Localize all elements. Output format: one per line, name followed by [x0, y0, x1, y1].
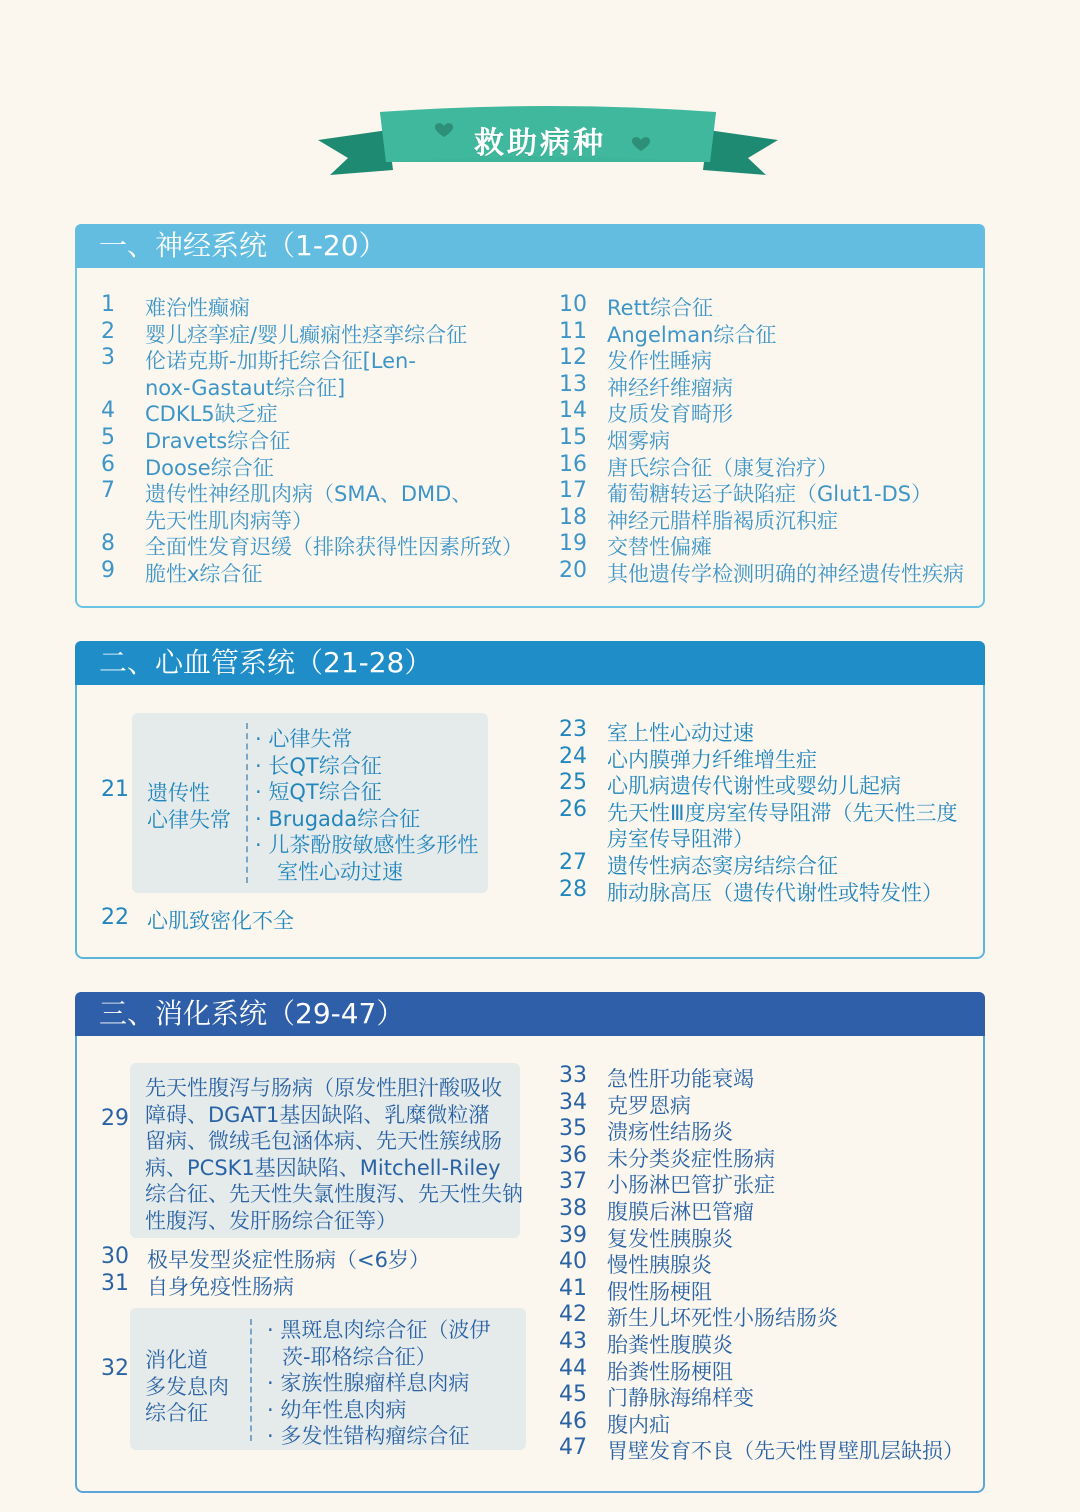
item-number: 17	[559, 478, 587, 504]
item-number: 18	[559, 504, 587, 530]
item-number: 10	[559, 292, 587, 317]
item-number: 1	[101, 292, 115, 317]
item-text: 房室传导阻滞）	[607, 827, 754, 852]
item-number: 33	[559, 1063, 587, 1088]
item-number: 23	[559, 717, 587, 742]
item-text: 胃壁发育不良（先天性胃壁肌层缺损）	[607, 1439, 964, 1464]
item-number: 21	[101, 777, 129, 802]
item-number: 6	[101, 451, 115, 477]
section-digest	[75, 992, 985, 1493]
item-text: 腹内疝	[607, 1412, 670, 1437]
item-text: nox-Gastaut综合征]	[145, 375, 346, 400]
item-number: 31	[101, 1271, 129, 1296]
item-text: Angelman综合征	[607, 322, 777, 347]
item-number: 39	[559, 1222, 587, 1248]
item-number: 43	[559, 1329, 587, 1354]
item-number: 36	[559, 1142, 587, 1168]
group-item: · 心律失常	[255, 727, 353, 751]
section-title: 一、神经系统（1-20）	[75, 224, 985, 268]
item-text: 复发性胰腺炎	[607, 1226, 733, 1251]
item-text: 唐氏综合征（康复治疗）	[607, 455, 838, 480]
item-number: 46	[559, 1408, 587, 1434]
item-text: 心肌病遗传代谢性或婴幼儿起病	[607, 774, 901, 799]
item-number: 22	[101, 905, 129, 930]
item-number: 24	[559, 743, 587, 769]
item-text: 小肠淋巴管扩张症	[607, 1173, 775, 1198]
item-text: 交替性偏瘫	[607, 535, 712, 560]
group-item: · 黑斑息肉综合征（波伊	[267, 1318, 491, 1342]
item-number: 15	[559, 425, 587, 450]
item-text: 肺动脉高压（遗传代谢性或特发性）	[607, 880, 943, 905]
item-number: 27	[559, 850, 587, 875]
group-item: · 幼年性息肉病	[267, 1397, 407, 1422]
item-text: Doose综合征	[145, 455, 274, 480]
item-text: 遗传性病态窦房结综合征	[607, 854, 838, 878]
item-text: 皮质发育畸形	[607, 402, 733, 427]
group-item: · 短QT综合征	[255, 780, 382, 805]
item-number: 19	[559, 531, 587, 557]
group-item: · Brugada综合征	[255, 806, 421, 831]
item-text: 急性肝功能衰竭	[607, 1067, 754, 1091]
divider	[246, 723, 248, 883]
item-text: 难治性癫痫	[145, 296, 250, 320]
section-title: 三、消化系统（29-47）	[75, 992, 985, 1036]
item-number: 12	[559, 345, 587, 371]
item-text: 其他遗传学检测明确的神经遗传性疾病	[607, 562, 964, 586]
item-text: 腹膜后淋巴管瘤	[607, 1200, 754, 1224]
item-number: 47	[559, 1435, 587, 1461]
item-number: 9	[101, 558, 115, 583]
group-label: 心律失常	[147, 808, 231, 832]
item-text: 胎粪性腹膜炎	[607, 1333, 733, 1357]
item-number: 42	[559, 1302, 587, 1328]
item-text: 障碍、DGAT1基因缺陷、乳糜微粒潴	[145, 1102, 490, 1127]
item-text: 先天性肌肉病等）	[145, 508, 313, 533]
item-number: 41	[559, 1275, 587, 1301]
item-number: 35	[559, 1116, 587, 1142]
group-item: 室性心动过速	[277, 860, 403, 884]
item-text: 烟雾病	[607, 429, 670, 453]
item-text: 留病、微绒毛包涵体病、先天性簇绒肠	[145, 1129, 502, 1154]
section-neuro	[75, 224, 985, 608]
item-number: 11	[559, 318, 587, 344]
item-number: 8	[101, 531, 115, 557]
item-number: 5	[101, 425, 115, 450]
item-text: 溃疡性结肠炎	[607, 1120, 733, 1145]
item-text: 自身免疫性肠病	[147, 1275, 294, 1299]
item-text: CDKL5缺乏症	[145, 402, 278, 427]
item-text: 门静脉海绵样变	[607, 1386, 754, 1411]
group-item: · 长QT综合征	[255, 753, 382, 778]
item-text: 未分类炎症性肠病	[607, 1146, 775, 1171]
item-number: 2	[101, 318, 115, 344]
group-label: 综合征	[145, 1401, 208, 1426]
item-text: 遗传性神经肌肉病（SMA、DMD、	[145, 482, 473, 507]
group-item: · 多发性错构瘤综合征	[267, 1424, 470, 1449]
item-number: 32	[101, 1356, 129, 1381]
item-text: 胎粪性肠梗阻	[607, 1359, 733, 1384]
item-text: 心内膜弹力纤维增生症	[607, 747, 817, 772]
item-text: 神经元腊样脂褐质沉积症	[607, 508, 838, 533]
group-item: 茨-耶格综合征）	[282, 1344, 437, 1369]
section-cardio	[75, 641, 985, 959]
item-text: Dravets综合征	[145, 429, 291, 453]
item-number: 26	[559, 796, 587, 822]
item-text: 克罗恩病	[607, 1093, 691, 1118]
item-text: 先天性Ⅲ度房室传导阻滞（先天性三度	[607, 800, 958, 825]
item-number: 34	[559, 1089, 587, 1115]
item-text: 极早发型炎症性肠病（<6岁）	[147, 1248, 430, 1272]
item-text: 脆性x综合征	[145, 562, 263, 586]
item-number: 45	[559, 1382, 587, 1408]
item-text: 婴儿痉挛症/婴儿癫痫性痉挛综合征	[145, 322, 468, 347]
group-label: 遗传性	[147, 781, 210, 805]
divider	[250, 1319, 252, 1441]
item-text: 全面性发育迟缓（排除获得性因素所致）	[145, 535, 523, 560]
item-text: 新生儿坏死性小肠结肠炎	[607, 1306, 838, 1331]
group-item: · 儿茶酚胺敏感性多形性	[255, 833, 479, 858]
item-text: 伦诺克斯-加斯托综合征[Len-	[145, 349, 416, 374]
group-label: 消化道	[145, 1348, 208, 1372]
item-text: Rett综合征	[607, 296, 714, 320]
item-text: 心肌致密化不全	[147, 909, 294, 933]
item-number: 20	[559, 558, 587, 583]
item-text: 性腹泻、发肝肠综合征等）	[145, 1209, 397, 1233]
item-number: 14	[559, 398, 587, 424]
item-number: 30	[101, 1244, 129, 1269]
item-text: 室上性心动过速	[607, 721, 754, 745]
banner-title: 救助病种	[474, 126, 606, 161]
item-number: 40	[559, 1249, 587, 1275]
item-number: 13	[559, 371, 587, 397]
item-number: 3	[101, 345, 115, 371]
item-text: 假性肠梗阻	[607, 1279, 712, 1304]
item-text: 发作性睡病	[607, 349, 712, 374]
item-number: 16	[559, 451, 587, 477]
item-text: 慢性胰腺炎	[607, 1253, 712, 1278]
group-label: 多发息肉	[145, 1374, 229, 1399]
section-title: 二、心血管系统（21-28）	[75, 641, 985, 685]
item-number: 29	[101, 1106, 129, 1131]
item-number: 28	[559, 876, 587, 902]
item-text: 葡萄糖转运子缺陷症（Glut1-DS）	[607, 482, 933, 507]
item-number: 37	[559, 1169, 587, 1195]
item-number: 4	[101, 398, 115, 424]
item-number: 25	[559, 770, 587, 796]
item-number: 38	[559, 1196, 587, 1221]
item-text: 神经纤维瘤病	[607, 375, 733, 400]
item-number: 44	[559, 1355, 587, 1381]
item-text: 综合征、先天性失氯性腹泻、先天性失钠	[145, 1182, 523, 1207]
item-text: 病、PCSK1基因缺陷、Mitchell-Riley	[145, 1155, 501, 1180]
item-number: 7	[101, 478, 115, 504]
group-item: · 家族性腺瘤样息肉病	[267, 1371, 470, 1396]
item-text: 先天性腹泻与肠病（原发性胆汁酸吸收	[145, 1076, 502, 1100]
